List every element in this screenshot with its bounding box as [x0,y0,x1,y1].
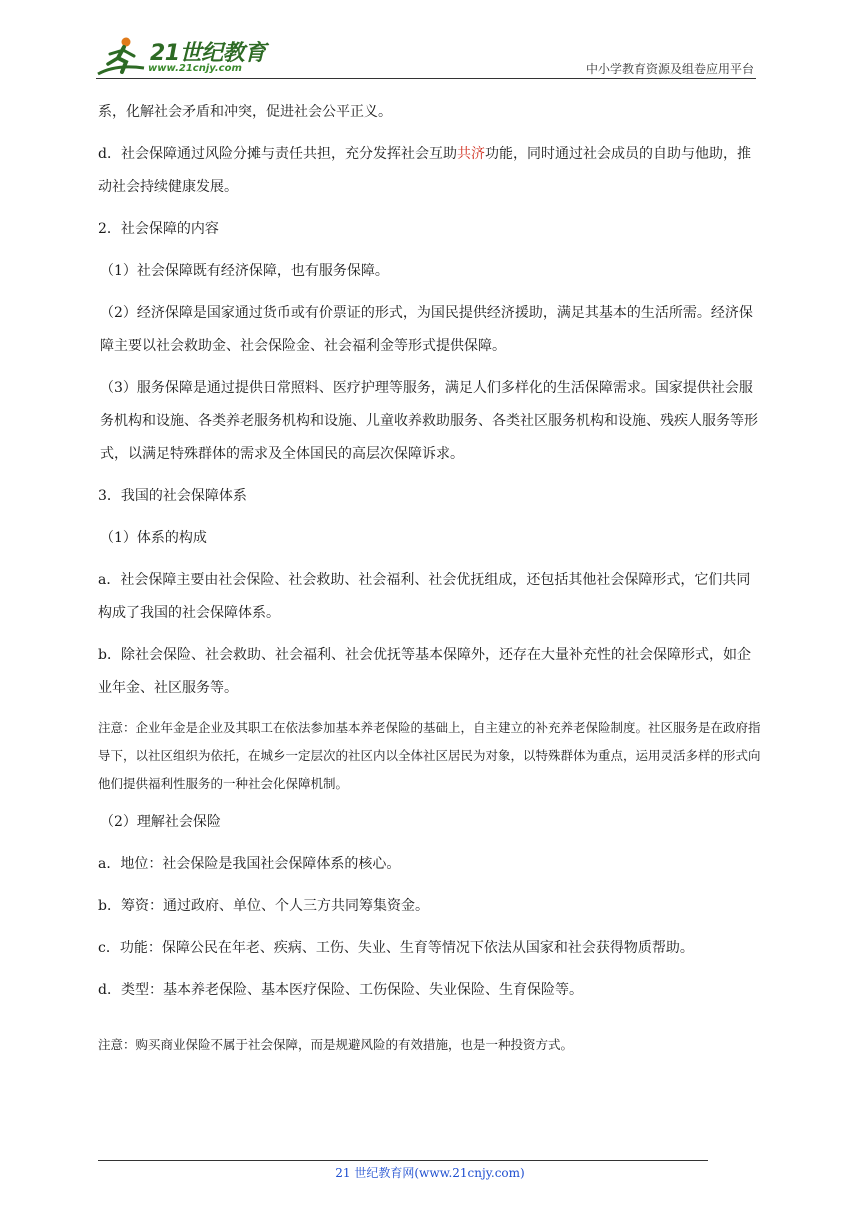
paragraph-text: d．社会保障通过风险分摊与责任共担，充分发挥社会互助 [98,146,457,162]
subsection-heading: （1）体系的构成 [100,530,207,546]
paragraph [98,138,762,204]
note: 注意：购买商业保险不属于社会保障，而是规避风险的有效措施，也是一种投资方式。 [98,1037,574,1052]
section-heading: 3．我国的社会保障体系 [98,488,247,504]
paragraph: （1）社会保障既有经济保障，也有服务保障。 [100,263,389,279]
paragraph: c．功能：保障公民在年老、疾病、工伤、失业、生育等情况下依法从国家和社会获得物质帮助。 [98,940,694,956]
note: 注意：企业年金是企业及其职工在依法参加基本养老保险的基础上，自主建立的补充养老保险制度。社区服务是在政府指导下，以社区组织为依托，在城乡一定层次的社区内以全体社区居民为对象，以特殊群体为重点，运用灵活多样的形式向他们提供福利性服务的一种社会化保障机制。 [98,720,761,791]
paragraph: 系，化解社会矛盾和冲突，促进社会公平正义。 [98,104,392,120]
header-divider [96,78,756,79]
logo-url: www.21cnjy.com [148,63,242,74]
logo-text: 21世纪教育 [150,41,266,66]
footer-divider [98,1160,708,1161]
paragraph: （3）服务保障是通过提供日常照料、医疗护理等服务，满足人们多样化的生活保障需求。国家提供社会服务机构和设施、各类养老服务机构和设施、儿童收养救助服务、各类社区服务机构和设施、残疾人服务等形式，以满足特殊群体的需求及全体国民的高层次保障诉求。 [100,380,758,462]
paragraph: a．社会保障主要由社会保险、社会救助、社会福利、社会优抚组成，还包括其他社会保障形式，它们共同构成了我国的社会保障体系。 [98,572,751,621]
platform-name: 中小学教育资源及组卷应用平台 [585,62,754,76]
paragraph: b．除社会保险、社会救助、社会福利、社会优抚等基本保障外，还存在大量补充性的社会保障形式，如企业年金、社区服务等。 [98,647,751,696]
subsection-heading: （2）理解社会保险 [100,814,221,830]
site-logo[interactable] [96,34,286,78]
footer-link[interactable]: 21 世纪教育网(www.21cnjy.com) [335,1166,525,1180]
paragraph: （2）经济保障是国家通过货币或有价票证的形式，为国民提供经济援助，满足其基本的生活所需。经济保障主要以社会救助金、社会保险金、社会福利金等形式提供保障。 [100,305,753,354]
page-header [96,28,756,80]
highlighted-term: 共济 [456,146,485,162]
paragraph-text: 功能，同时通过社会成员的自助与他助，推动社会持续健康发展。 [98,146,751,195]
document-body [98,96,762,1067]
paragraph: a．地位：社会保险是我国社会保障体系的核心。 [98,856,401,872]
paragraph: b．筹资：通过政府、单位、个人三方共同筹集资金。 [98,898,429,914]
paragraph: d．类型：基本养老保险、基本医疗保险、工伤保险、失业保险、生育保险等。 [98,982,583,998]
section-heading: 2．社会保障的内容 [98,221,219,237]
runner-logo-icon [96,34,148,78]
